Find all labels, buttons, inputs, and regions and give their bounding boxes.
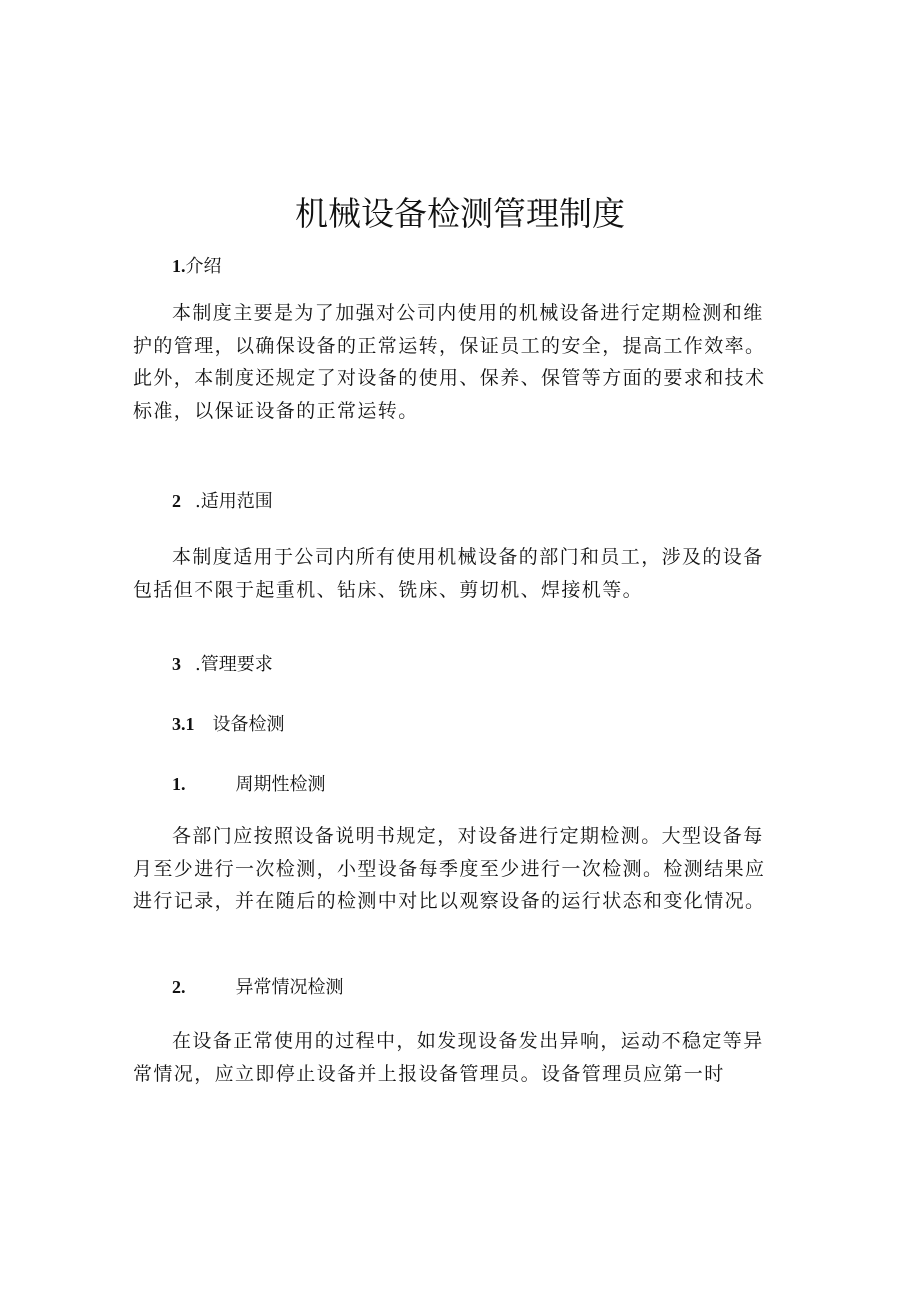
item-label: 异常情况检测 (235, 977, 344, 998)
item-heading-periodic (172, 770, 326, 796)
section-heading-scope (172, 487, 273, 513)
document-title: 机械设备检测管理制度 (295, 194, 625, 233)
subsection-heading-inspection (172, 710, 285, 736)
item-heading-abnormal (172, 973, 344, 999)
paragraph-periodic: 各部门应按照设备说明书规定，对设备进行定期检测。大型设备每月至少进行一次检测，小型设备每季度至少进行一次检测。检测结果应进行记录，并在随后的检测中对比以观察设备的运行状态和变化情况。 (133, 825, 766, 912)
section-number: 3 (172, 654, 181, 674)
section-label: 介绍 (185, 256, 222, 277)
item-number: 1. (172, 774, 186, 794)
paragraph-intro: 本制度主要是为了加强对公司内使用的机械设备进行定期检测和维护的管理，以确保设备的正常运转，保证员工的安全，提高工作效率。此外，本制度还规定了对设备的使用、保养、保管等方面的要求和技术标准，以保证设备的正常运转。 (133, 302, 766, 422)
section-heading-management (172, 650, 273, 676)
section-heading-intro (172, 252, 222, 278)
section-number: 3.1 (172, 714, 195, 734)
paragraph-scope: 本制度适用于公司内所有使用机械设备的部门和员工，涉及的设备包括但不限于起重机、钻床、铣床、剪切机、焊接机等。 (133, 546, 764, 601)
item-label: 周期性检测 (235, 774, 326, 795)
section-number: 2 (172, 491, 181, 511)
section-number: 1. (172, 256, 186, 276)
section-label: 设备检测 (212, 714, 285, 735)
section-label: .适用范围 (195, 491, 273, 512)
section-label: .管理要求 (195, 654, 273, 675)
paragraph-abnormal: 在设备正常使用的过程中，如发现设备发出异响，运动不稳定等异常情况，应立即停止设备并上报设备管理员。设备管理员应第一时 (133, 1030, 764, 1085)
item-number: 2. (172, 977, 186, 997)
